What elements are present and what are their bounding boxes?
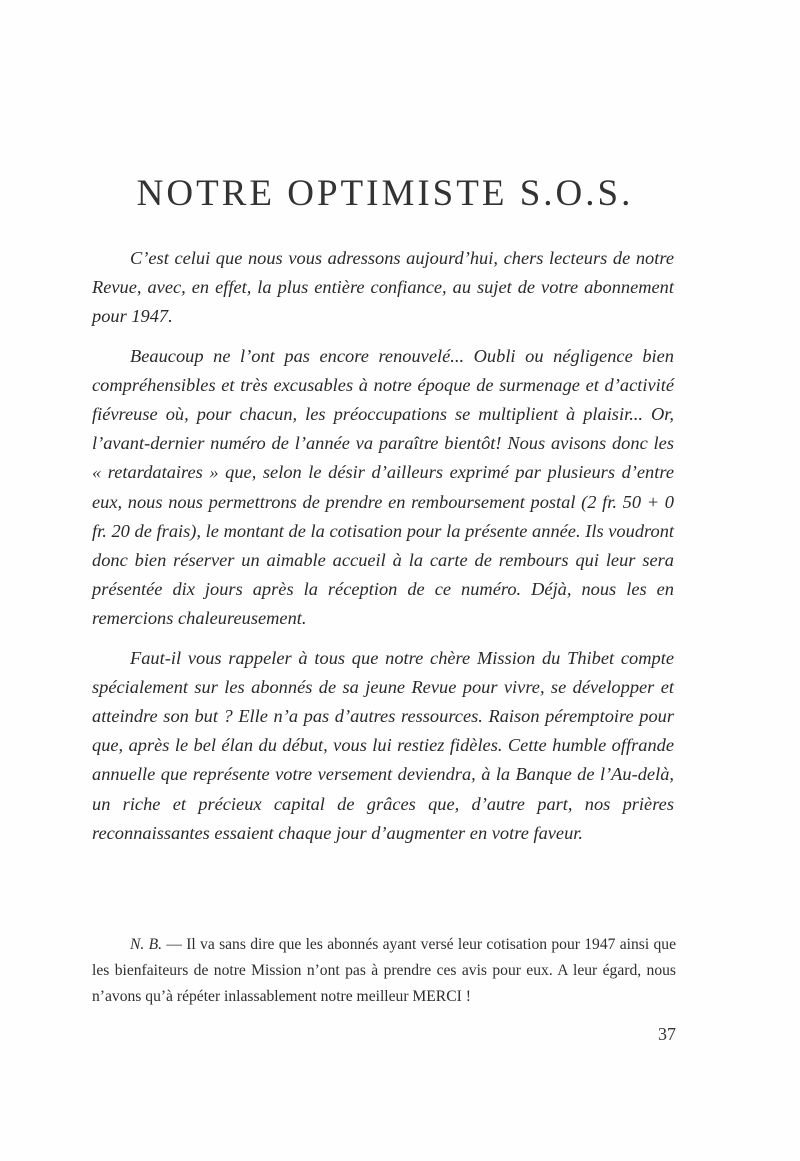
footnote bbox=[92, 932, 676, 1010]
paragraph-3: Faut-il vous rappeler à tous que notre chère Mission du Thibet compte spécialement sur les abonnés de sa jeune Revue pour vivre, se développer et atteindre son but ? Elle n’a pas d’autres ressources. Raison péremptoire pour que, après le bel élan du début, vous lui restiez fidèles. Cette humble offrande annuelle que représente votre versement deviendra, à la Banque de l’Au-delà, un riche et précieux capital de grâces que, d’autre part, nos prières reconnaissantes essaient chaque jour d’augmenter en votre faveur. bbox=[92, 647, 674, 843]
page-number: 37 bbox=[658, 1024, 676, 1044]
paragraph-1: C’est celui que nous vous adressons aujourd’hui, chers lecteurs de notre Revue, avec, en effet, la plus entière confiance, au sujet de votre abonnement pour 1947. bbox=[92, 248, 674, 327]
footnote-text: — Il va sans dire que les abonnés ayant versé leur cotisation pour 1947 ainsi que les bienfaiteurs de notre Mission n’ont pas à prendre ces avis pour eux. A leur égard, nous n’avons qu’à répéter inlassablement notre meilleur MERCI ! bbox=[92, 936, 677, 1005]
article-body bbox=[92, 244, 674, 858]
page-title: NOTRE OPTIMISTE S.O.S. bbox=[136, 173, 634, 214]
footnote-label: N. B. bbox=[130, 936, 163, 953]
paragraph-2: Beaucoup ne l’ont pas encore renouvelé... Oubli ou négligence bien compréhensibles et très excusables à notre époque de surmenage et d’activité fiévreuse où, pour chacun, les préoccupations se multiplient à plaisir... Or, l’avant-dernier numéro de l’année va paraître bientôt! Nous avisons donc les « retardataires » que, selon le désir d’ailleurs exprimé par plusieurs d’entre eux, nous nous permettrons de prendre en remboursement postal (2 fr. 50 + 0 fr. 20 de frais), le montant de la cotisation pour la présente année. Ils voudront donc bien réserver un aimable accueil à la carte de rembours qui leur sera présentée dix jours après la réception de ce numéro. Déjà, nous les en remercions chaleureusement. bbox=[92, 345, 674, 629]
footnote-paragraph bbox=[92, 932, 676, 1010]
